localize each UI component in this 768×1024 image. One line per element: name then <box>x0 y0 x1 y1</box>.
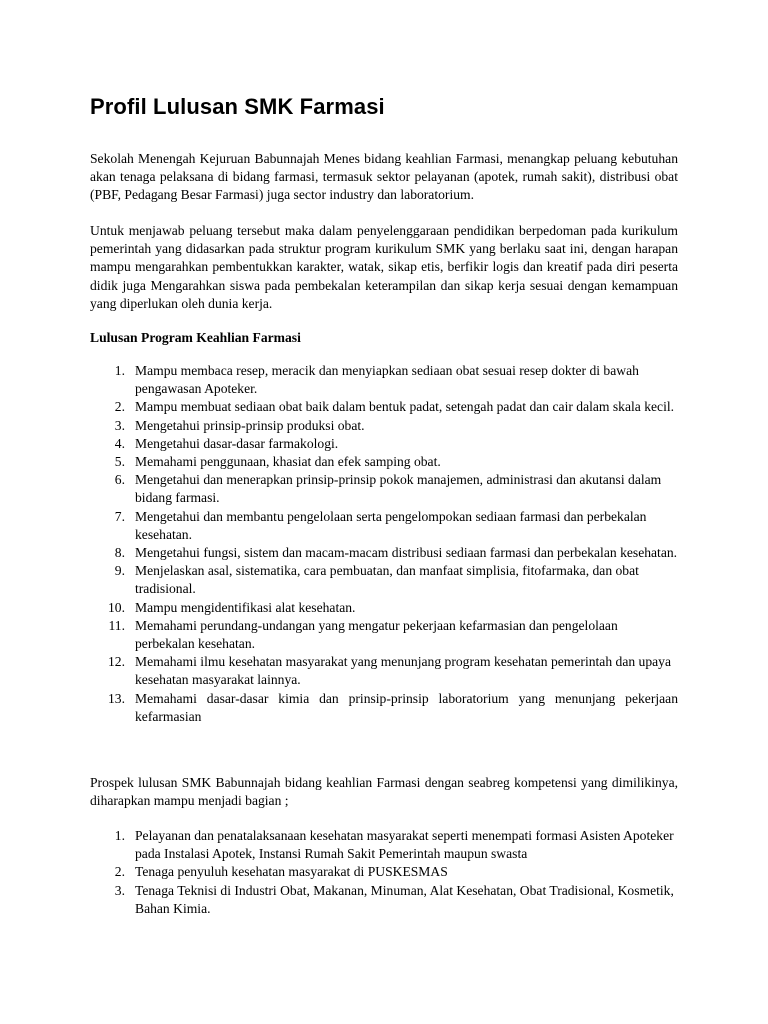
list-item-text: Memahami ilmu kesehatan masyarakat yang menunjang program kesehatan pemerintah dan upaya kesehatan masyarakat lainnya. <box>135 654 672 688</box>
list-item-text: Memahami penggunaan, khasiat dan efek samping obat. <box>135 454 441 470</box>
list-item-text: Mampu membuat sediaan obat baik dalam bentuk padat, setengah padat dan cair dalam skala kecil. <box>135 399 675 415</box>
list-item-text: Pelayanan dan penatalaksanaan kesehatan masyarakat seperti menempati formasi Asisten Apoteker pada Instalasi Apotek, Instansi Rumah Sakit Pemerintah maupun swasta <box>135 828 674 862</box>
list-item <box>90 690 678 726</box>
list-item-number: 1. <box>114 828 125 843</box>
list-item-number: 3. <box>114 882 125 898</box>
list-item-number: 8. <box>114 545 125 561</box>
list-item-number: 2. <box>114 399 125 415</box>
list-item-number: 3. <box>114 417 125 433</box>
list-item <box>90 398 678 416</box>
list-item <box>90 362 678 398</box>
list-item-text: Tenaga penyuluh kesehatan masyarakat di PUSKESMAS <box>135 864 448 880</box>
list-item-number: 9. <box>114 563 125 579</box>
document-title: Profil Lulusan SMK Farmasi <box>90 94 385 119</box>
list-item-text: Mampu membaca resep, meracik dan menyiapkan sediaan obat sesuai resep dokter di bawah pengawasan Apoteker. <box>135 363 639 397</box>
list-item-text: Mampu mengidentifikasi alat kesehatan. <box>135 599 356 615</box>
skills-heading: Lulusan Program Keahlian Farmasi <box>90 330 301 345</box>
list-item <box>90 863 678 881</box>
list-item <box>90 827 678 863</box>
prospek-list <box>90 827 678 918</box>
intro-paragraph: Sekolah Menengah Kejuruan Babunnajah Menes bidang keahlian Farmasi, menangkap peluang kebutuhan akan tenaga pelaksana di bidang farmasi, termasuk sektor pelayanan (apotek, rumah sakit), distribusi obat (PBF, Pedagang Besar Farmasi) juga sector industry dan laboratorium. <box>90 151 678 203</box>
list-item <box>90 599 678 617</box>
answer-paragraph: Untuk menjawab peluang tersebut maka dalam penyelenggaraan pendidikan berpedoman pada kurikulum pemerintah yang didasarkan pada struktur program kurikulum SMK yang berlaku saat ini, dengan harapan mampu mengarahkan pembentukkan karakter, watak, sikap etis, berfikir logis dan kreatif pada diri peserta didik juga Mengarahkan siswa pada pembekalan keterampilan dan sikap kerja sesuai dengan kemampuan yang diperlukan oleh dunia kerja. <box>90 223 678 311</box>
list-item <box>90 617 678 653</box>
list-item <box>90 435 678 453</box>
list-item-text: Memahami perundang-undangan yang mengatur pekerjaan kefarmasian dan pengelolaan perbekalan kesehatan. <box>135 617 618 652</box>
list-item-text: Mengetahui fungsi, sistem dan macam-macam distribusi sediaan farmasi dan perbekalan kesehatan. <box>135 545 678 561</box>
list-item <box>90 417 678 435</box>
list-item <box>90 508 678 544</box>
list-item-number: 10. <box>108 599 125 615</box>
list-item <box>90 653 678 689</box>
list-item-number: 6. <box>114 472 125 488</box>
list-item <box>90 562 678 598</box>
list-item-number: 13. <box>108 690 125 706</box>
list-item-number: 11. <box>108 617 125 633</box>
list-item-text: Memahami dasar-dasar kimia dan prinsip-prinsip laboratorium yang menunjang pekerjaan kefarmasian <box>135 690 678 724</box>
list-item-number: 12. <box>108 654 125 670</box>
list-item <box>90 453 678 471</box>
list-item-text: Mengetahui prinsip-prinsip produksi obat. <box>135 417 365 433</box>
list-item-number: 1. <box>114 363 125 378</box>
list-item-text: Mengetahui dan menerapkan prinsip-prinsip pokok manajemen, administrasi dan akutansi dalam bidang farmasi. <box>135 472 662 506</box>
list-item-text: Mengetahui dan membantu pengelolaan serta pengelompokan sediaan farmasi dan perbekalan kesehatan. <box>135 508 647 542</box>
list-item-text: Mengetahui dasar-dasar farmakologi. <box>135 435 339 451</box>
list-item-number: 5. <box>114 454 125 470</box>
list-item-number: 2. <box>114 864 125 880</box>
skills-list <box>90 362 678 726</box>
list-item <box>90 882 678 918</box>
list-item-number: 7. <box>114 508 125 524</box>
list-item-number: 4. <box>114 435 125 451</box>
prospek-paragraph: Prospek lulusan SMK Babunnajah bidang keahlian Farmasi dengan seabreg kompetensi yang dimilikinya, diharapkan mampu menjadi bagian ; <box>90 775 678 809</box>
list-item <box>90 471 678 507</box>
list-item-text: Menjelaskan asal, sistematika, cara pembuatan, dan manfaat simplisia, fitofarmaka, dan obat tradisional. <box>135 563 639 597</box>
list-item-text: Tenaga Teknisi di Industri Obat, Makanan, Minuman, Alat Kesehatan, Obat Tradisional, Kosmetik, Bahan Kimia. <box>135 882 674 916</box>
list-item <box>90 544 678 562</box>
